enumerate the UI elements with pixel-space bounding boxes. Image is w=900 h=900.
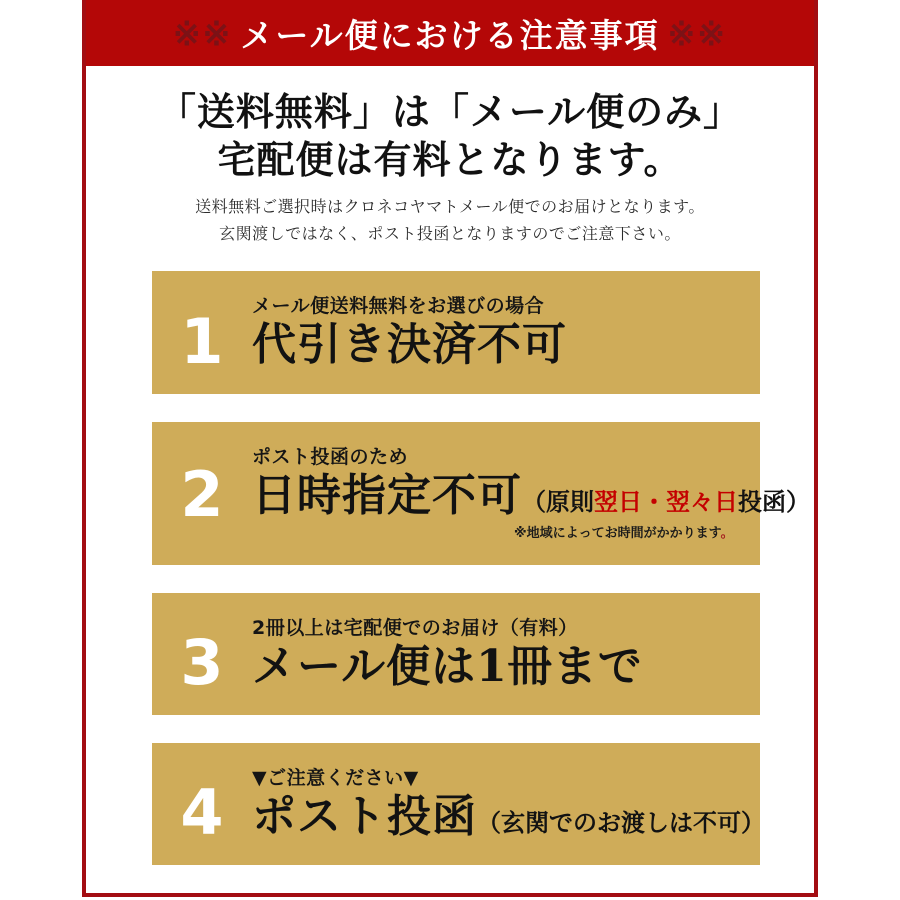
header-title: メール便における注意事項 [240,15,660,55]
main-title [86,88,814,183]
main-title-line-1: 「送料無料」は「メール便のみ」 [157,89,743,134]
section-paren-note: （玄関でのお渡しは不可） [477,809,765,838]
paren-open-text: （原則 [522,487,594,516]
notice-section-1 [152,271,760,393]
section-main-text: メール便は1冊まで [252,640,643,692]
section-footnote [514,522,810,541]
section-body [252,763,765,841]
section-label: メール便送料無料をお選びの場合 [252,295,545,318]
section-label: ポスト投函のため [252,445,409,468]
subtitle-line-1: 送料無料ご選択時はクロネコヤマトメール便でのお届けとなります。 [195,197,705,216]
section-paren-note [522,488,810,516]
section-body [252,613,750,691]
section-number: 3 [180,626,224,700]
header-banner [86,0,814,66]
section-main-label: 日時指定不可 [252,469,522,521]
subtitle-line-2: 玄関渡しではなく、ポスト投函となりますのでご注意下さい。 [219,224,681,244]
section-body [252,291,750,369]
section-number: 1 [180,304,224,378]
section-body [252,442,810,541]
section-number: 4 [180,776,224,850]
subtitle [86,193,814,247]
footnote-period: 。 [720,525,734,541]
paren-close-text: 投函） [738,487,810,516]
paren-red-text: 翌日・翌々日 [594,487,738,516]
notice-section-3 [152,593,760,715]
notice-sections [86,271,814,865]
section-main-label: ポスト投函 [252,791,477,843]
notice-section-4 [152,743,765,865]
notice-frame [82,0,818,897]
section-main-text [252,792,765,841]
section-main-text: 代引き決済不可 [252,319,567,371]
section-main-text [252,471,810,520]
footnote-text: ※地域によってお時間がかかります [514,525,721,541]
section-label: ▼ご注意ください▼ [252,767,419,790]
header-deco-right: ※※ [667,13,727,53]
section-number: 2 [180,457,224,531]
notice-section-2 [152,422,810,565]
header-deco-left: ※※ [173,13,233,53]
main-title-line-2: 宅配便は有料となります。 [217,136,683,182]
section-label: 2冊以上は宅配便でのお届け（有料） [252,616,578,639]
